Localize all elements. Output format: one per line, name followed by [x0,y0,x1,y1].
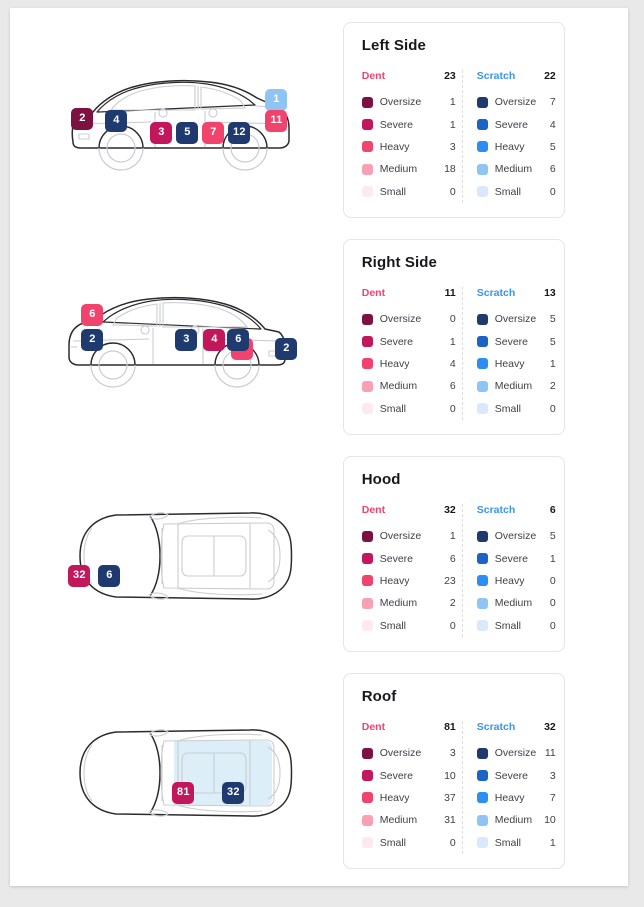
severity-swatch-icon [477,837,488,848]
severity-swatch-icon [362,164,373,175]
dent-total: 81 [444,721,456,733]
severity-name: Oversize [379,747,422,760]
severity-swatch-icon [362,119,373,130]
severity-name: Oversize [494,530,537,543]
severity-count: 0 [549,185,556,198]
severity-count: 1 [549,357,556,370]
stat-row [477,742,556,764]
stat-row [477,308,556,330]
scratch-total: 32 [544,721,556,733]
scratch-total: 6 [549,504,556,516]
car-top-outline [54,502,304,612]
stat-row [477,375,556,397]
damage-badge[interactable]: 2 [275,338,297,360]
severity-name: Small [379,619,407,632]
stat-row [477,787,556,809]
severity-swatch-icon [362,792,373,803]
severity-count: 5 [549,313,556,326]
car-diagram [54,719,304,829]
scratch-column [462,721,556,854]
panel-column [343,665,620,869]
severity-name: Severe [379,118,414,131]
car-diagram [54,502,304,612]
scratch-header [477,70,556,82]
stat-row [362,592,456,614]
dent-total: 23 [444,70,456,82]
severity-name: Small [494,836,522,849]
diagram-right-side [16,231,343,448]
damage-badge[interactable]: 2 [71,108,93,130]
severity-swatch-icon [477,815,488,826]
severity-count: 0 [549,619,556,632]
severity-count: 4 [549,118,556,131]
damage-badge[interactable]: 32 [222,782,244,804]
stat-row [362,832,456,854]
damage-badge[interactable]: 81 [172,782,194,804]
stat-row [477,832,556,854]
severity-name: Medium [379,814,418,827]
dent-header [362,287,456,299]
severity-name: Small [494,402,522,415]
severity-swatch-icon [362,815,373,826]
severity-swatch-icon [362,381,373,392]
severity-count: 1 [449,118,456,131]
severity-swatch-icon [362,403,373,414]
severity-swatch-icon [362,358,373,369]
damage-badge[interactable]: 3 [150,122,172,144]
severity-name: Heavy [379,791,410,804]
stat-row [477,91,556,113]
scratch-header [477,721,556,733]
severity-swatch-icon [362,575,373,586]
stat-row [362,742,456,764]
severity-swatch-icon [362,620,373,631]
severity-count: 18 [444,163,456,176]
severity-swatch-icon [477,119,488,130]
scratch-total: 22 [544,70,556,82]
severity-count: 5 [549,335,556,348]
severity-swatch-icon [477,403,488,414]
severity-swatch-icon [362,141,373,152]
damage-badge[interactable]: 6 [98,565,120,587]
severity-swatch-icon [477,748,488,759]
damage-badge[interactable]: 5 [176,122,198,144]
severity-count: 6 [449,380,456,393]
stats-panel-right-side [343,239,565,435]
scratch-column [462,504,556,637]
car-diagram [59,285,299,395]
diagram-left-side [16,14,343,231]
severity-count: 1 [549,836,556,849]
stat-row [362,570,456,592]
severity-name: Severe [494,552,529,565]
severity-name: Medium [494,163,533,176]
severity-count: 1 [449,530,456,543]
severity-name: Severe [379,769,414,782]
severity-name: Heavy [379,574,410,587]
severity-name: Heavy [379,357,410,370]
stat-row [477,330,556,352]
stat-row [362,764,456,786]
stat-row [477,525,556,547]
stat-row [477,547,556,569]
severity-count: 2 [449,597,456,610]
scratch-label: Scratch [476,70,516,82]
car-diagram [59,68,299,178]
severity-count: 0 [449,836,456,849]
severity-name: Severe [494,335,529,348]
dent-label: Dent [361,70,386,82]
severity-count: 3 [449,747,456,760]
severity-name: Severe [379,335,414,348]
severity-count: 10 [444,769,456,782]
stat-row [362,113,456,135]
panel-title: Left Side [361,37,426,54]
severity-name: Oversize [494,313,537,326]
stat-row [362,136,456,158]
severity-swatch-icon [477,598,488,609]
dent-column [362,70,456,203]
stat-row [477,809,556,831]
severity-swatch-icon [362,553,373,564]
dent-label: Dent [361,287,386,299]
severity-count: 6 [449,552,456,565]
stat-row [362,547,456,569]
scratch-total: 13 [544,287,556,299]
severity-name: Severe [494,769,529,782]
dent-total: 32 [444,504,456,516]
scratch-column [462,70,556,203]
severity-name: Small [494,619,522,632]
severity-swatch-icon [362,314,373,325]
stat-row [362,525,456,547]
severity-count: 1 [449,335,456,348]
severity-name: Oversize [494,747,537,760]
damage-badge[interactable]: 6 [81,304,103,326]
stat-row [477,764,556,786]
severity-count: 0 [449,313,456,326]
dent-header [362,70,456,82]
severity-count: 0 [549,402,556,415]
severity-swatch-icon [362,186,373,197]
severity-name: Small [379,402,407,415]
severity-name: Small [494,185,522,198]
section-roof [16,665,620,882]
severity-swatch-icon [477,141,488,152]
car-top-outline [54,719,304,829]
scratch-label: Scratch [476,721,516,733]
stats-panel-roof [343,673,565,869]
section-left-side [16,14,620,231]
severity-swatch-icon [477,186,488,197]
severity-count: 4 [449,357,456,370]
stat-row [362,353,456,375]
severity-count: 2 [549,380,556,393]
stat-row [362,91,456,113]
severity-name: Small [379,836,407,849]
severity-name: Heavy [379,140,410,153]
severity-name: Severe [379,552,414,565]
stat-row [362,615,456,637]
scratch-header [477,504,556,516]
stat-row [362,375,456,397]
stat-columns [361,721,556,854]
severity-name: Heavy [494,791,525,804]
dent-label: Dent [361,721,386,733]
stat-columns [361,70,556,203]
severity-name: Heavy [494,140,525,153]
severity-swatch-icon [477,358,488,369]
severity-count: 0 [549,574,556,587]
severity-name: Small [379,185,407,198]
severity-swatch-icon [477,553,488,564]
severity-count: 10 [544,814,556,827]
section-right-side [16,231,620,448]
severity-swatch-icon [477,164,488,175]
severity-name: Heavy [494,574,525,587]
severity-swatch-icon [362,336,373,347]
severity-count: 23 [444,574,456,587]
severity-name: Medium [379,380,418,393]
stat-row [362,809,456,831]
severity-swatch-icon [477,792,488,803]
scratch-label: Scratch [476,287,516,299]
panel-title: Roof [361,688,397,705]
severity-count: 6 [549,163,556,176]
damage-badge[interactable]: 12 [228,122,250,144]
stat-row [477,181,556,203]
stat-row [477,353,556,375]
scratch-header [477,287,556,299]
severity-swatch-icon [477,770,488,781]
damage-badge[interactable]: 6 [227,329,249,351]
stat-row [362,330,456,352]
severity-name: Medium [494,380,533,393]
panel-title: Right Side [361,254,437,271]
severity-name: Severe [494,118,529,131]
dent-column [362,504,456,637]
scratch-label: Scratch [476,504,516,516]
severity-count: 7 [549,96,556,109]
stat-row [362,787,456,809]
damage-badge[interactable]: 4 [203,329,225,351]
damage-badge[interactable]: 32 [68,565,90,587]
damage-badge[interactable]: 4 [105,110,127,132]
severity-count: 5 [549,140,556,153]
dent-label: Dent [361,504,386,516]
panel-column [343,448,620,652]
dent-column [362,287,456,420]
dent-header [362,504,456,516]
severity-count: 11 [544,747,556,760]
stat-row [362,308,456,330]
severity-name: Oversize [379,96,422,109]
stat-row [477,158,556,180]
diagram-roof [16,665,343,882]
severity-swatch-icon [477,620,488,631]
severity-count: 37 [444,791,456,804]
severity-swatch-icon [477,381,488,392]
dent-total: 11 [444,287,456,299]
severity-count: 0 [549,597,556,610]
stat-row [362,181,456,203]
severity-swatch-icon [362,748,373,759]
damage-badge[interactable]: 3 [175,329,197,351]
severity-count: 5 [549,530,556,543]
stat-row [477,570,556,592]
stat-columns [361,287,556,420]
severity-swatch-icon [362,837,373,848]
diagram-hood [16,448,343,665]
severity-swatch-icon [362,770,373,781]
scratch-column [462,287,556,420]
report-card [10,8,628,886]
severity-name: Oversize [494,96,537,109]
severity-name: Heavy [494,357,525,370]
severity-name: Medium [379,597,418,610]
damage-badge[interactable]: 7 [202,122,224,144]
severity-count: 31 [444,814,456,827]
damage-badge[interactable]: 2 [81,329,103,351]
damage-badge[interactable]: 11 [265,110,287,132]
severity-count: 0 [449,402,456,415]
stat-row [477,136,556,158]
stat-row [477,398,556,420]
severity-count: 0 [449,619,456,632]
severity-count: 1 [449,96,456,109]
stat-row [362,158,456,180]
panel-title: Hood [361,471,401,488]
severity-swatch-icon [477,575,488,586]
severity-name: Medium [379,163,418,176]
stat-row [362,398,456,420]
stats-panel-left-side [343,22,565,218]
stat-row [477,592,556,614]
severity-swatch-icon [362,97,373,108]
panel-column [343,14,620,218]
severity-name: Oversize [379,313,422,326]
severity-count: 7 [549,791,556,804]
severity-name: Medium [494,814,533,827]
severity-swatch-icon [477,336,488,347]
damage-badge[interactable]: 1 [265,89,287,111]
severity-count: 3 [449,140,456,153]
severity-swatch-icon [477,531,488,542]
severity-swatch-icon [362,531,373,542]
severity-swatch-icon [477,97,488,108]
severity-name: Oversize [379,530,422,543]
stat-columns [361,504,556,637]
severity-count: 3 [549,769,556,782]
dent-column [362,721,456,854]
stat-row [477,113,556,135]
dent-header [362,721,456,733]
stats-panel-hood [343,456,565,652]
severity-count: 1 [549,552,556,565]
panel-column [343,231,620,435]
severity-swatch-icon [477,314,488,325]
severity-count: 0 [449,185,456,198]
stat-row [477,615,556,637]
severity-name: Medium [494,597,533,610]
severity-swatch-icon [362,598,373,609]
damage-report [10,8,628,886]
section-hood [16,448,620,665]
